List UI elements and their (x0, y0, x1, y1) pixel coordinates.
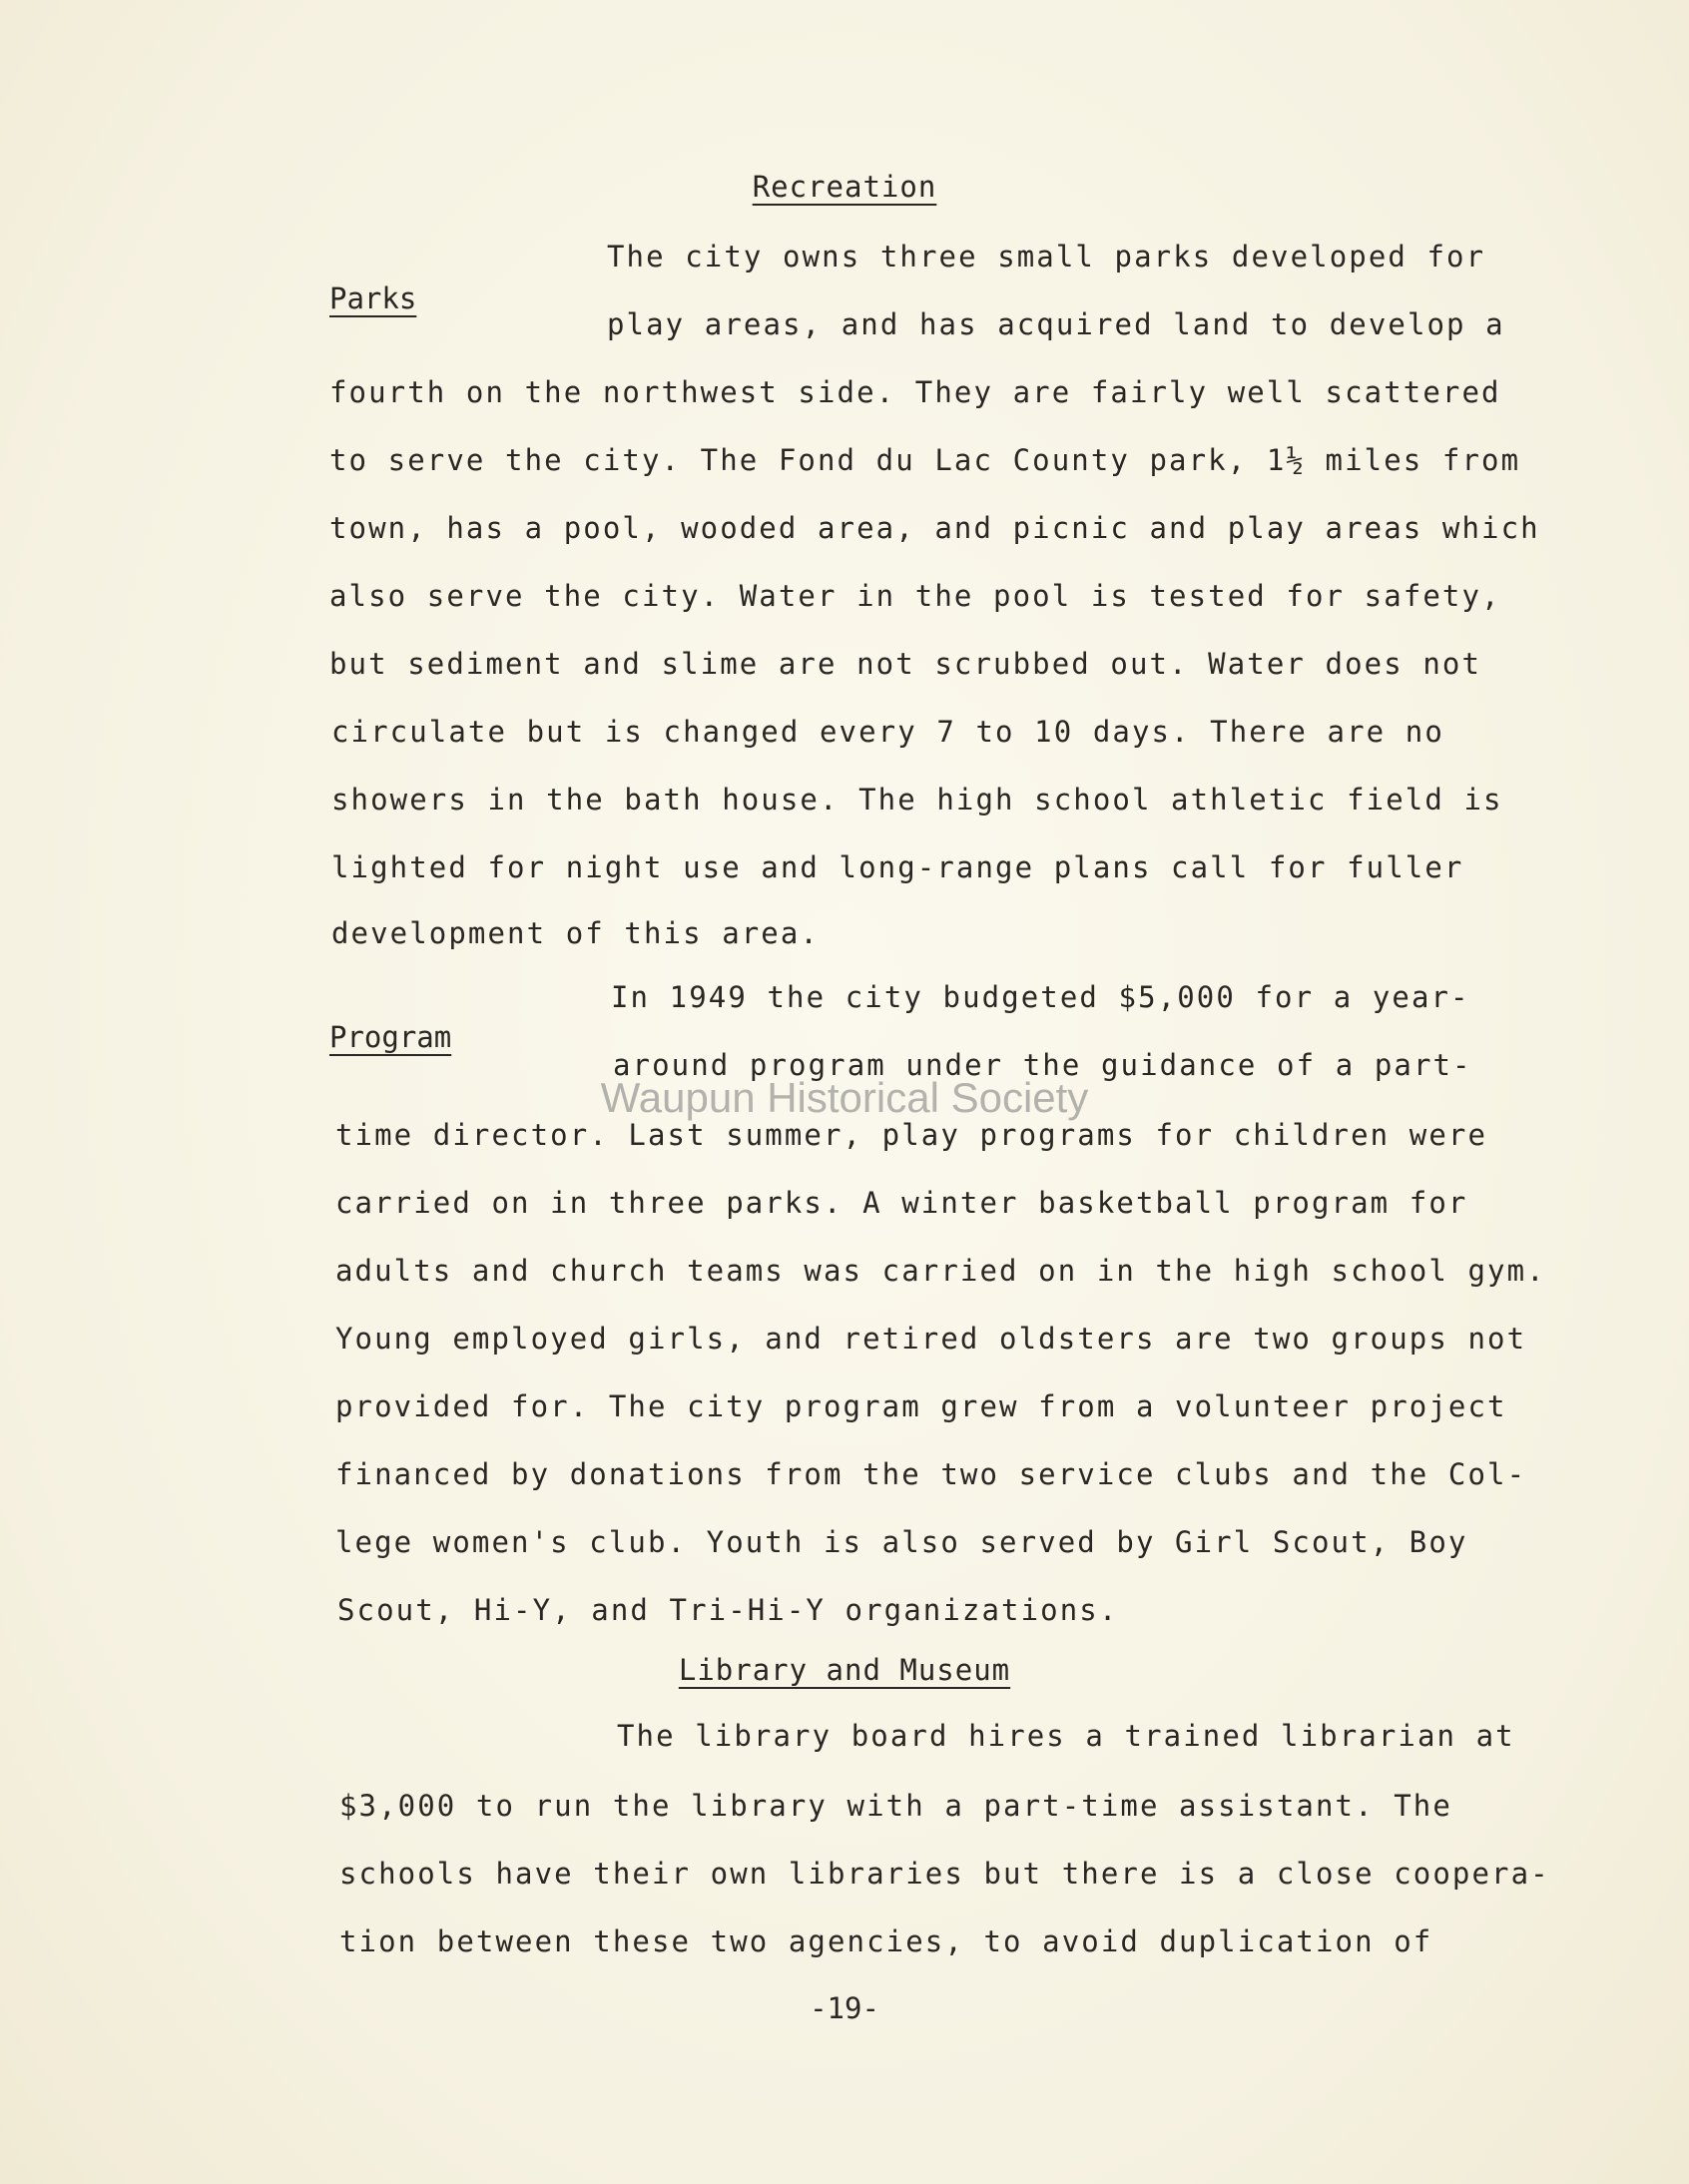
page-number: -19- (810, 1991, 879, 2025)
recreation-heading (0, 170, 1689, 204)
parks-line-8: circulate but is changed every 7 to 10 days. There are no (331, 715, 1444, 749)
program-side-heading: Program (329, 1020, 452, 1054)
program-line-9: lege women's club. Youth is also served by Girl Scout, Boy (335, 1525, 1468, 1559)
parks-line-3: fourth on the northwest side. They are fairly well scattered (329, 375, 1501, 409)
parks-side-heading: Parks (329, 281, 417, 315)
program-line-8: financed by donations from the two service clubs and the Col- (335, 1457, 1527, 1491)
program-line-6: Young employed girls, and retired oldsters are two groups not (335, 1322, 1527, 1356)
parks-line-6: also serve the city. Water in the pool is tested for safety, (329, 579, 1501, 613)
parks-line-4: to serve the city. The Fond du Lac County park, 1½ miles from (329, 443, 1521, 477)
library-line-1: The library board hires a trained librarian at (617, 1719, 1515, 1753)
program-line-4: carried on in three parks. A winter basketball program for (335, 1186, 1468, 1220)
parks-line-2: play areas, and has acquired land to develop a (607, 307, 1505, 341)
library-line-2: $3,000 to run the library with a part-time assistant. The (339, 1789, 1452, 1823)
parks-line-1: The city owns three small parks developed for (607, 240, 1486, 273)
program-line-2: around program under the guidance of a part- (613, 1048, 1472, 1082)
library-line-3: schools have their own libraries but there is a close coopera- (339, 1857, 1550, 1891)
library-line-4: tion between these two agencies, to avoid duplication of (339, 1924, 1433, 1958)
parks-line-7: but sediment and slime are not scrubbed out. Water does not (329, 647, 1482, 681)
program-line-10: Scout, Hi-Y, and Tri-Hi-Y organizations. (337, 1593, 1119, 1627)
program-line-1: In 1949 the city budgeted $5,000 for a year- (611, 980, 1470, 1014)
program-line-7: provided for. The city program grew from a volunteer project (335, 1389, 1507, 1423)
parks-line-5: town, has a pool, wooded area, and picnic and play areas which (329, 511, 1540, 545)
parks-line-11: development of this area. (331, 916, 820, 950)
library-heading (0, 1653, 1689, 1687)
recreation-heading-text: Recreation (752, 170, 937, 204)
watermark: Waupun Historical Society (600, 1074, 1089, 1121)
parks-line-10: lighted for night use and long-range plans call for fuller (331, 850, 1464, 884)
program-line-5: adults and church teams was carried on in the high school gym. (335, 1254, 1546, 1288)
parks-line-9: showers in the bath house. The high school athletic field is (331, 783, 1503, 817)
program-line-3: time director. Last summer, play programs for children were (335, 1118, 1488, 1152)
library-heading-text: Library and Museum (678, 1653, 1011, 1687)
